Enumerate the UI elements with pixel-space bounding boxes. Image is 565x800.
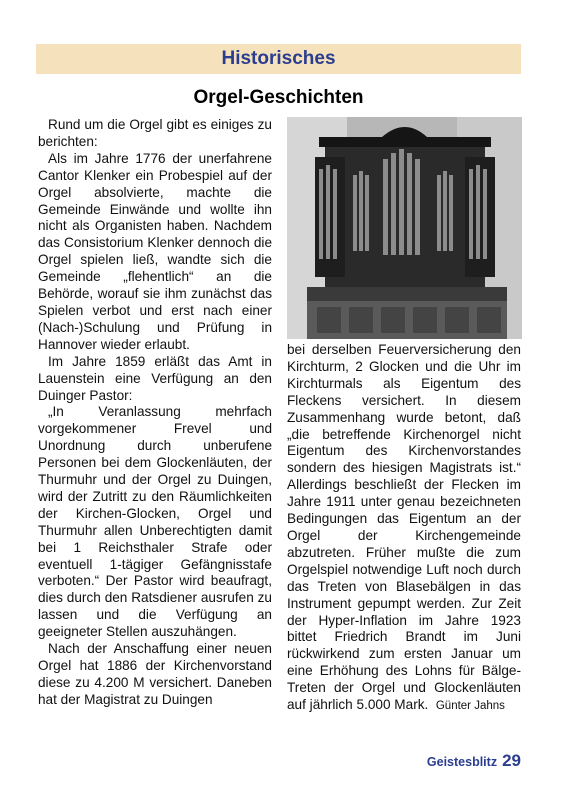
paragraph	[287, 342, 521, 715]
organ-illustration-icon	[287, 117, 522, 339]
page-number: 29	[502, 751, 521, 770]
magazine-name: Geistesblitz	[426, 755, 498, 769]
quote-paragraph: „In Veranlassung mehrfach vorgekommener Frevel und Unordnung durch unberufene Personen bei dem Glockenläuten, der Thurmuhr und der Orgel zu Duingen, wird der Zutritt zu den Räumlichkeiten der Kirchen-Glocken, Orgel und Thurmuhr allen Unberechtigten damit bei 1 Reichsthaler Strafe oder eventuell 1-tägiger Gefängnisstafe verboten.“ Der Pastor wird beaufragt, dies durch den Ratsdiener ausrufen zu lassen und die Verfügung an geeigneter Stellen auszuhängen.	[38, 404, 272, 640]
paragraph: Als im Jahre 1776 der unerfahrene Cantor Klenker ein Probespiel auf der Orgel absolvierte, machte die Gemeinde Einwände und wollte ihn nicht als Organisten haben. Nachdem das Consistorium Klenker dennoch die Orgel spielen ließ, wandte sich die Gemeinde „flehentlich“ an die Behörde, worauf sie ihm zunächst das Spielen verbot und erst nach einer (Nach-)Schulung und Prüfung in Hannover wieder erlaubt.	[38, 150, 272, 352]
church-organ-photo	[287, 117, 522, 339]
author-name: Günter Jahns	[435, 700, 505, 713]
section-banner	[36, 44, 521, 74]
article-title: Orgel-Geschichten	[193, 87, 364, 108]
page-footer	[427, 751, 521, 771]
paragraph: Nach der Anschaffung einer neuen Orgel hat 1886 der Kirchenvorstand diese zu 4.200 M versichert. Daneben hat der Magistrat zu Duingen	[38, 641, 272, 707]
paragraph: Rund um die Orgel gibt es einiges zu berichten:	[38, 117, 272, 149]
article-column-right	[287, 342, 521, 715]
paragraph-text: bei derselben Feuerversicherung den Kirchturm, 2 Glocken und die Uhr im Kirchturmals als Eigentum des Fleckens versichert. In diesem Zusammenhang wurde betont, daß „die betreffende Kirchenorgel nicht Eigentum des Kirchenvorstandes sondern des hiesigen Magistrats ist.“ Allerdings beschließt der Flecken im Jahre 1911 unter genau bezeichneten Bedingungen das Eigentum an der Orgel der Kirchengemeinde abzutreten. Früher mußte die zum Orgelspiel notwendige Luft noch durch das Treten von Blasebälgen in das Instrument gepumpt werden. Zur Zeit der Hyper-Inflation im Jahre 1923 bittet Friedrich Brandt im Juni rückwirkend zum ersten Januar um eine Erhöhung des Lohns für Bälge-Treten der Orgel und Glockenläuten auf jährlich 5.000 Mark.	[287, 342, 521, 713]
article-column-left	[38, 117, 272, 709]
paragraph: Im Jahre 1859 erläßt das Amt in Lauenstein eine Verfügung an den Duinger Pastor:	[38, 353, 272, 403]
section-title: Historisches	[221, 48, 336, 69]
